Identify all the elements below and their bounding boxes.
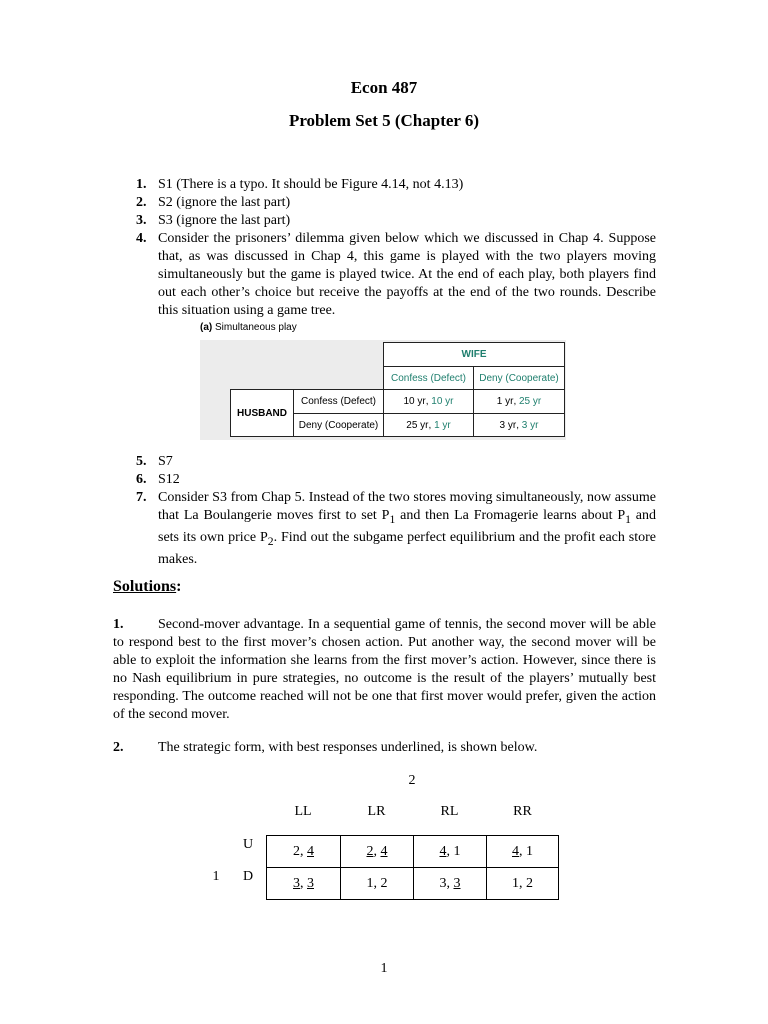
player1-payoff: 3 [293, 875, 300, 891]
question-text-part: Consider S3 from Chap 5. Instead of the two stores moving simultaneously, now assume that La Boulangerie moves first to set P [158, 490, 656, 523]
payoff-cell: 10 yr , 10 yr [383, 389, 474, 414]
page-number: 1 [380, 961, 388, 976]
player1-payoff: 3 [439, 875, 447, 891]
payoff-cell [413, 867, 487, 900]
player1-payoff: 2 [293, 843, 300, 859]
wife-payoff: 10 yr [431, 396, 454, 407]
question-number: 5. [136, 454, 147, 469]
row-player-label: 1 [212, 869, 220, 884]
payoff-cell [486, 867, 559, 900]
question-text: Consider the prisoners’ dilemma given below which we discussed in Chap 4. Suppose that, as was discussed in Chap 4, this game is played with the two players moving simultaneously but the game is played twice. At the end of each play, both players find out each other’s choice but receive the payoffs at the end of the two rounds. Describe this situation using a game tree. [158, 231, 656, 318]
question-item [136, 453, 656, 471]
solution-number: 2. [113, 740, 124, 755]
col-strategy: LR [367, 804, 386, 819]
row-player-label: HUSBAND [230, 389, 294, 437]
payoff-cell: 3 yr , 3 yr [473, 413, 565, 437]
row-strategy: Confess (Defect) [293, 389, 384, 414]
col-strategy: LL [294, 804, 312, 819]
solutions-heading-colon: : [176, 578, 182, 595]
husband-payoff: 25 yr [406, 419, 429, 431]
question-number: 3. [136, 213, 147, 228]
question-item [136, 230, 656, 320]
player1-payoff: 2 [366, 843, 374, 859]
payoff-cell: 25 yr , 1 yr [383, 413, 474, 437]
question-text-part: and then La Fromagerie learns about P [395, 508, 626, 523]
payoff-separator: , [446, 875, 454, 891]
husband-payoff: 3 yr [499, 419, 517, 431]
payoff-cell [413, 835, 487, 868]
wife-payoff: 3 yr [521, 419, 539, 431]
player2-payoff: 2 [526, 875, 533, 891]
subscript: 1 [389, 512, 396, 526]
subscript: 1 [625, 512, 631, 526]
prisoners-dilemma-figure [200, 322, 566, 440]
question-number: 4. [136, 231, 147, 246]
payoff-cell [340, 867, 414, 900]
col-strategy: Confess (Defect) [383, 366, 474, 390]
row-strategy: U [242, 837, 254, 852]
question-text-part: . Find out the subgame perfect equilibrium and the profit each store makes. [158, 529, 656, 567]
course-title: Econ 487 [350, 78, 418, 97]
payoff-cell: 1 yr , 25 yr [473, 389, 565, 414]
figure-caption [200, 322, 297, 333]
payoff-cell [266, 835, 341, 868]
question-item [136, 176, 656, 194]
solutions-heading-text: Solutions [113, 578, 177, 595]
question-text: S7 [158, 454, 173, 469]
col-strategy: RR [513, 804, 532, 819]
payoff-separator: , [300, 843, 307, 859]
question-number: 1. [136, 177, 147, 192]
player2-payoff: 1 [453, 843, 461, 859]
question-number: 6. [136, 472, 147, 487]
question-text: S3 (ignore the last part) [158, 213, 291, 228]
payoff-cell [340, 835, 414, 868]
col-strategy: Deny (Cooperate) [473, 366, 565, 390]
wife-payoff: 1 yr [434, 419, 451, 431]
question-text: S2 (ignore the last part) [158, 195, 291, 210]
solution-2 [113, 739, 656, 757]
player2-payoff: 1 [526, 843, 533, 859]
col-player-label: WIFE [383, 342, 565, 367]
solution-text: Second-mover advantage. In a sequential game of tennis, the second mover will be able to respond best to the first mover’s chosen action. Put another way, the second mover will be able to exploit the information she learns from the first mover’s action. However, since there is no Nash equilibrium in pure strategies, no outcome is the result of the players’ mutually best responding. The outcome reached will not be one that first mover would prefer, given the action of the second mover. [113, 617, 656, 722]
question-number: 2. [136, 195, 147, 210]
question-number: 7. [136, 490, 147, 505]
payoff-separator: , [300, 875, 307, 891]
question-item [136, 194, 656, 212]
question-text: S1 (There is a typo. It should be Figure 4.14, not 4.13) [158, 177, 464, 192]
wife-payoff: 25 yr [519, 396, 542, 407]
row-strategy: Deny (Cooperate) [293, 413, 384, 437]
player2-payoff: 4 [380, 843, 388, 859]
player2-payoff: 3 [307, 875, 314, 891]
payoff-separator: , [519, 875, 526, 891]
payoff-separator: , [373, 875, 381, 891]
question-item [136, 471, 656, 489]
col-player-label: 2 [408, 773, 416, 788]
player2-payoff: 3 [453, 875, 461, 891]
question-text [158, 489, 656, 569]
row-strategy: D [242, 869, 254, 884]
player1-payoff: 1 [512, 875, 519, 891]
player2-payoff: 2 [380, 875, 388, 891]
husband-payoff: 10 yr [403, 396, 426, 407]
solution-number: 1. [113, 617, 124, 632]
player1-payoff: 1 [366, 875, 374, 891]
problem-set-title: Problem Set 5 (Chapter 6) [288, 111, 480, 130]
solution-1 [113, 616, 656, 724]
payoff-separator: , [373, 843, 381, 859]
payoff-cell [486, 835, 559, 868]
husband-payoff: 1 yr [496, 396, 514, 407]
player1-payoff: 4 [512, 843, 519, 859]
payoff-separator: , [519, 843, 526, 859]
solution-text: The strategic form, with best responses underlined, is shown below. [158, 740, 538, 755]
col-strategy: RL [440, 804, 459, 819]
question-text: S12 [158, 472, 180, 487]
question-item [136, 212, 656, 230]
question-text-part: and sets its own price P [158, 508, 657, 545]
figure-caption-letter: (a) [200, 322, 213, 333]
solutions-heading [113, 578, 181, 596]
player1-payoff: 4 [439, 843, 447, 859]
question-item [136, 489, 656, 569]
payoff-separator: , [446, 843, 454, 859]
subscript: 2 [267, 534, 274, 548]
player2-payoff: 4 [307, 843, 314, 859]
payoff-cell [266, 867, 341, 900]
figure-caption-text: Simultaneous play [215, 322, 297, 333]
